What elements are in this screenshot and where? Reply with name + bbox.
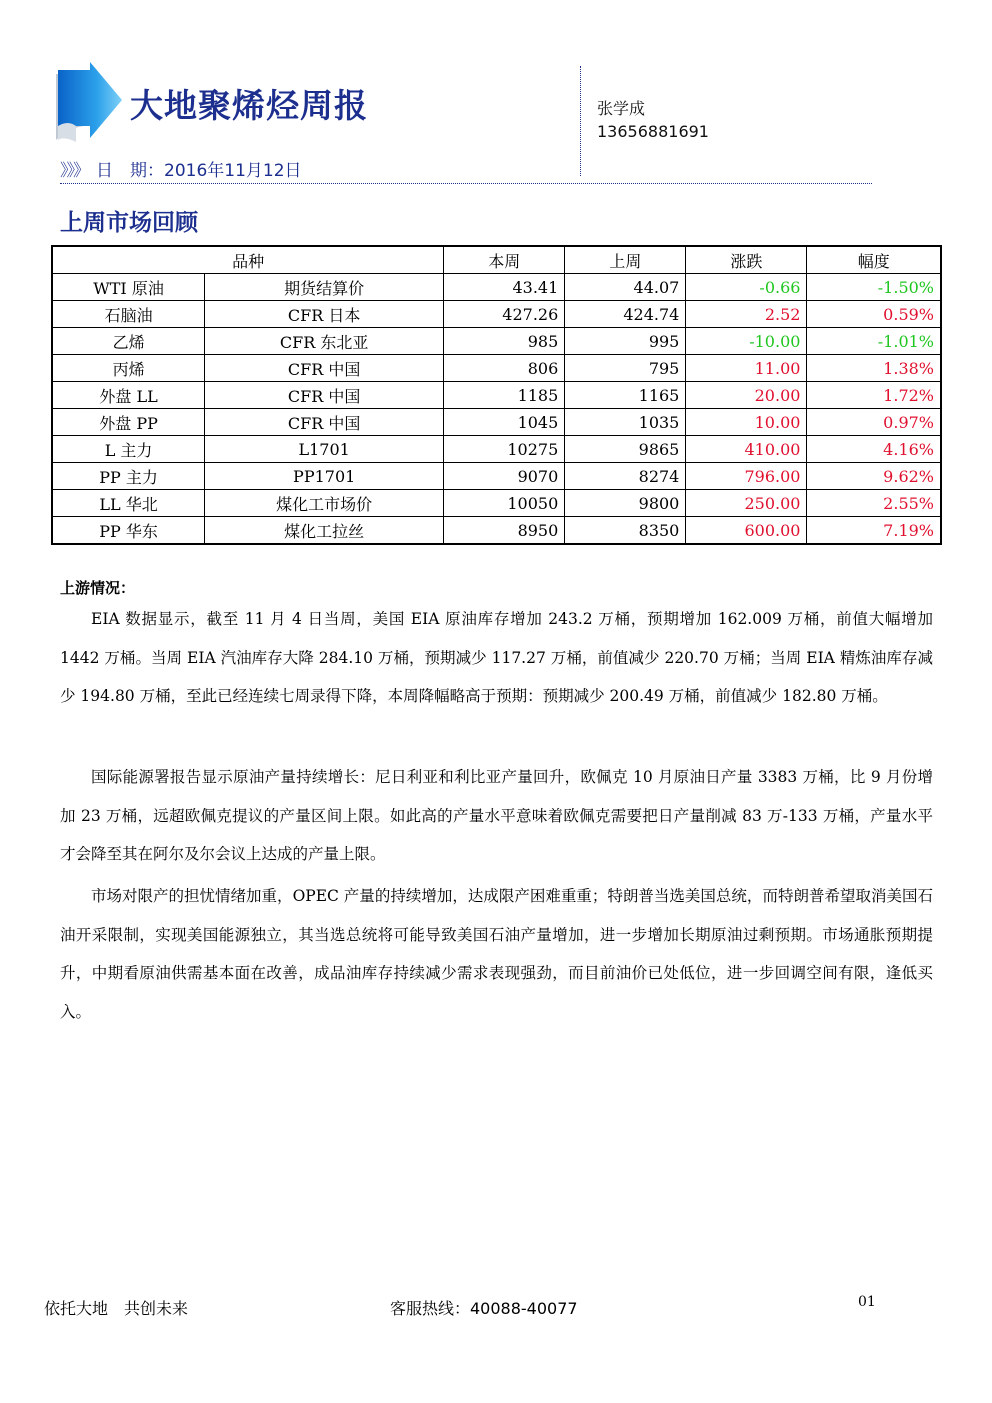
- table-row: [52, 301, 941, 328]
- cell-name: PP 华东: [52, 517, 205, 545]
- cell-change: 410.00: [686, 436, 807, 463]
- cell-last-week: 9865: [565, 436, 686, 463]
- cell-price-type: 煤化工市场价: [205, 490, 444, 517]
- cell-this-week: 985: [444, 328, 565, 355]
- cell-last-week: 424.74: [565, 301, 686, 328]
- page-number: 01: [858, 1294, 876, 1310]
- cell-this-week: 806: [444, 355, 565, 382]
- footer-slogan: 依托大地 共创未来: [44, 1299, 189, 1318]
- cell-name: 乙烯: [52, 328, 205, 355]
- table-body: [52, 274, 941, 545]
- cell-price-type: L1701: [205, 436, 444, 463]
- cell-this-week: 9070: [444, 463, 565, 490]
- table-row: [52, 517, 941, 545]
- cell-percent: 9.62%: [807, 463, 941, 490]
- header-change: 涨跌: [686, 246, 807, 274]
- cell-this-week: 10275: [444, 436, 565, 463]
- section-title: 上周市场回顾: [60, 210, 198, 236]
- cell-change: 2.52: [686, 301, 807, 328]
- cell-price-type: CFR 日本: [205, 301, 444, 328]
- cell-this-week: 1045: [444, 409, 565, 436]
- header-percent: 幅度: [807, 246, 941, 274]
- cell-change: -10.00: [686, 328, 807, 355]
- cell-price-type: 煤化工拉丝: [205, 517, 444, 545]
- cell-change: 20.00: [686, 382, 807, 409]
- cell-last-week: 8274: [565, 463, 686, 490]
- date-prefix-chevrons: 》》》: [60, 161, 88, 181]
- header-horizontal-divider: [60, 183, 872, 184]
- table-row: [52, 463, 941, 490]
- header-last-week: 上周: [565, 246, 686, 274]
- cell-price-type: CFR 中国: [205, 355, 444, 382]
- cell-percent: 0.59%: [807, 301, 941, 328]
- cell-change: 10.00: [686, 409, 807, 436]
- header-vertical-divider: [580, 66, 581, 176]
- table-header-row: [52, 246, 941, 274]
- cell-name: WTI 原油: [52, 274, 205, 301]
- cell-this-week: 43.41: [444, 274, 565, 301]
- header-variety: 品种: [52, 246, 444, 274]
- table-row: [52, 490, 941, 517]
- cell-percent: 7.19%: [807, 517, 941, 545]
- cell-change: 11.00: [686, 355, 807, 382]
- cell-price-type: CFR 中国: [205, 409, 444, 436]
- cell-this-week: 1185: [444, 382, 565, 409]
- cell-percent: 1.38%: [807, 355, 941, 382]
- cell-name: PP 主力: [52, 463, 205, 490]
- upstream-paragraph-3: 市场对限产的担忧情绪加重，OPEC 产量的持续增加，达成限产困难重重；特朗普当选美国总统，而特朗普希望取消美国石油开采限制，实现美国能源独立，其当选总统将可能导致美国石油产量增加，进一步增加长期原油过剩预期。市场通胀预期提升，中期看原油供需基本面在改善，成品油库存持续减少需求表现强劲，而目前油价已处低位，进一步回调空间有限，逢低买入。: [60, 887, 933, 1021]
- author-phone: 13656881691: [597, 122, 709, 141]
- upstream-title: 上游情况：: [60, 579, 136, 597]
- cell-this-week: 8950: [444, 517, 565, 545]
- cell-last-week: 995: [565, 328, 686, 355]
- cell-change: 600.00: [686, 517, 807, 545]
- cell-name: 外盘 LL: [52, 382, 205, 409]
- cell-last-week: 9800: [565, 490, 686, 517]
- date-text: 日 期：2016年11月12日: [96, 161, 302, 181]
- cell-percent: 1.72%: [807, 382, 941, 409]
- table-row: [52, 436, 941, 463]
- cell-name: 外盘 PP: [52, 409, 205, 436]
- cell-percent: -1.01%: [807, 328, 941, 355]
- cell-this-week: 427.26: [444, 301, 565, 328]
- table-row: [52, 382, 941, 409]
- cell-this-week: 10050: [444, 490, 565, 517]
- header-this-week: 本周: [444, 246, 565, 274]
- market-review-table: [51, 245, 942, 545]
- table-row: [52, 328, 941, 355]
- cell-change: 250.00: [686, 490, 807, 517]
- cell-last-week: 795: [565, 355, 686, 382]
- cell-price-type: CFR 中国: [205, 382, 444, 409]
- cell-name: 石脑油: [52, 301, 205, 328]
- cell-name: LL 华北: [52, 490, 205, 517]
- cell-last-week: 1165: [565, 382, 686, 409]
- cell-last-week: 8350: [565, 517, 686, 545]
- cell-change: -0.66: [686, 274, 807, 301]
- cell-last-week: 1035: [565, 409, 686, 436]
- cell-percent: 2.55%: [807, 490, 941, 517]
- upstream-paragraph-1: EIA 数据显示，截至 11 月 4 日当周，美国 EIA 原油库存增加 243.2 万桶，预期增加 162.009 万桶，前值大幅增加 1442 万桶。当周 EIA 汽油库存大降 284.10 万桶，预期减少 117.27 万桶，前值减少 220.70 万桶；当周 EIA 精炼油库存减少 194.80 万桶，至此已经连续七周录得下降，本周降幅略高于预期：预期减少 200.49 万桶，前值减少 182.80 万桶。: [60, 610, 933, 705]
- table-row: [52, 274, 941, 301]
- cell-percent: 4.16%: [807, 436, 941, 463]
- cell-name: L 主力: [52, 436, 205, 463]
- cell-percent: 0.97%: [807, 409, 941, 436]
- cell-change: 796.00: [686, 463, 807, 490]
- author-name: 张学成: [597, 99, 646, 118]
- blue-arrow-icon: [50, 62, 125, 144]
- report-title: 大地聚烯烃周报: [130, 86, 368, 125]
- cell-price-type: 期货结算价: [205, 274, 444, 301]
- upstream-paragraph-2: 国际能源署报告显示原油产量持续增长：尼日利亚和利比亚产量回升，欧佩克 10 月原油日产量 3383 万桶，比 9 月份增加 23 万桶，远超欧佩克提议的产量区间上限。如此高的产量水平意味着欧佩克需要把日产量削减 83 万-133 万桶，产量水平才会降至其在阿尔及尔会议上达成的产量上限。: [60, 768, 933, 863]
- cell-last-week: 44.07: [565, 274, 686, 301]
- footer-hotline: 客服热线：40088-40077: [390, 1299, 578, 1318]
- cell-price-type: PP1701: [205, 463, 444, 490]
- report-date: [60, 156, 302, 181]
- cell-price-type: CFR 东北亚: [205, 328, 444, 355]
- cell-percent: -1.50%: [807, 274, 941, 301]
- table-row: [52, 355, 941, 382]
- cell-name: 丙烯: [52, 355, 205, 382]
- table-row: [52, 409, 941, 436]
